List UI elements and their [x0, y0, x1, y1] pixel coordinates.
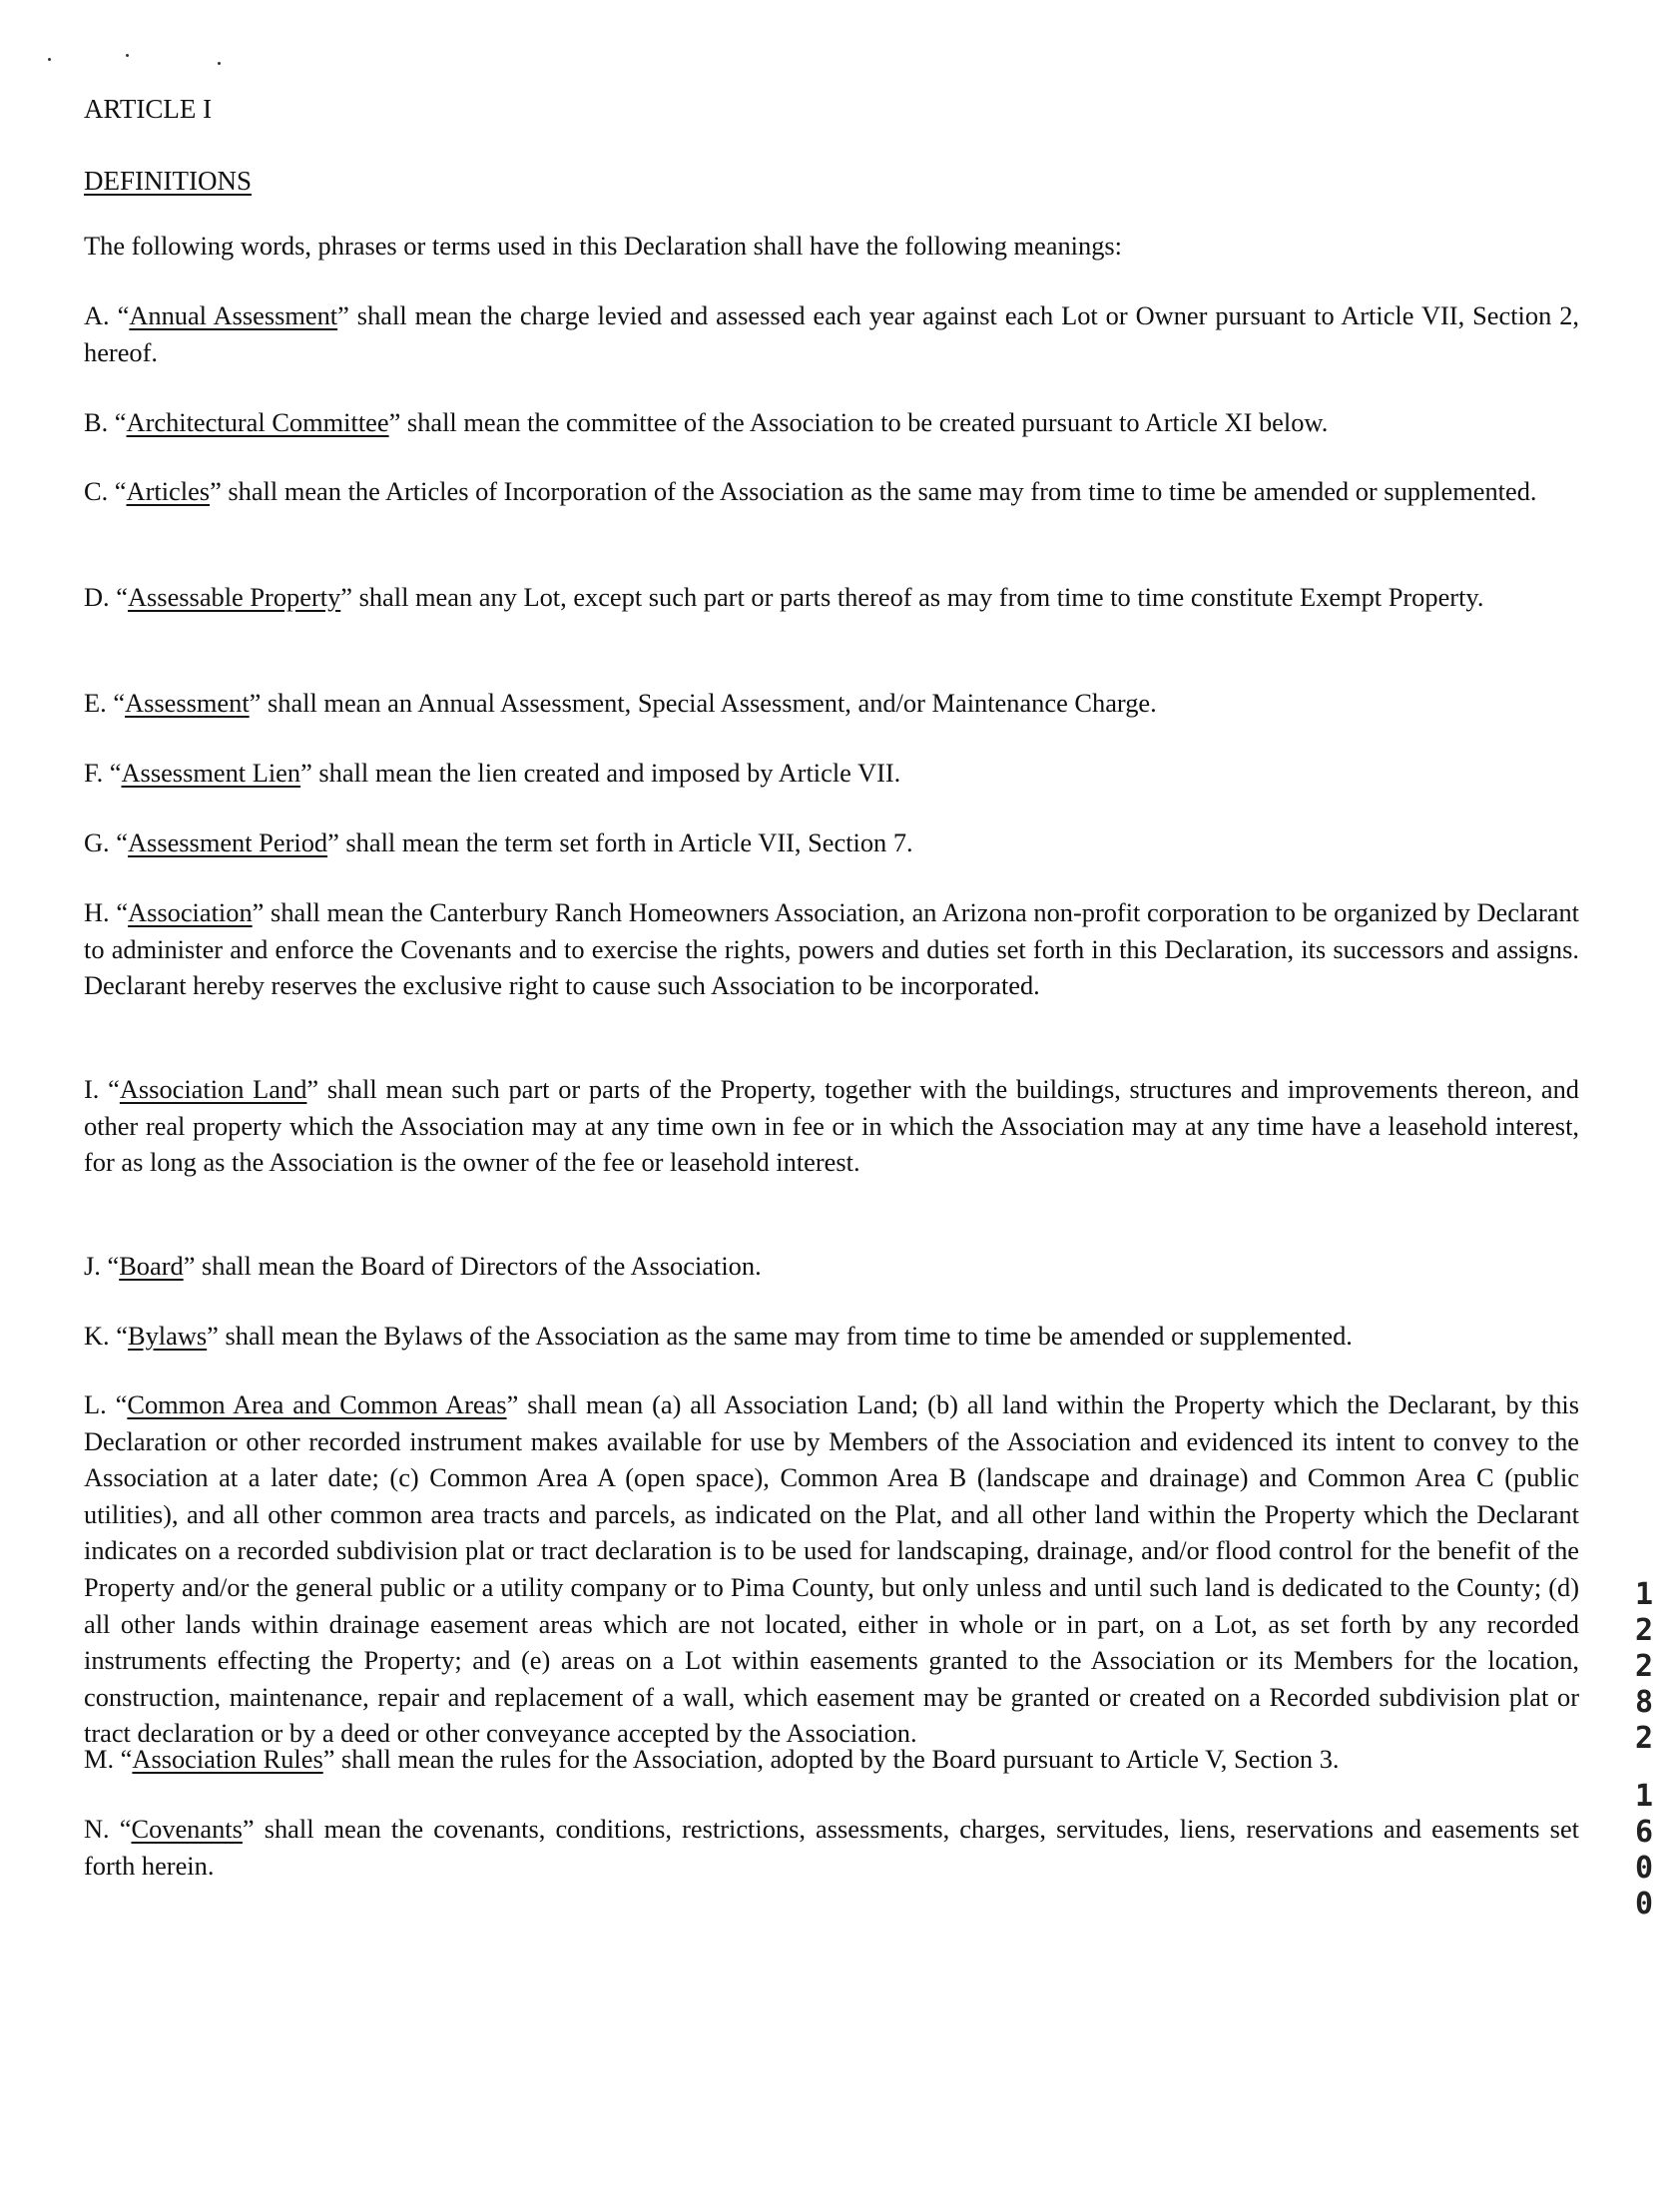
definition-term: Assessment Lien	[121, 758, 301, 788]
definition-text: shall mean the Board of Directors of the Association.	[195, 1251, 762, 1281]
stamp-digit: 2	[1634, 1613, 1654, 1648]
definition-letter: I.	[84, 1074, 100, 1104]
definition-j: J. “Board” shall mean the Board of Directors of the Association.	[84, 1251, 762, 1281]
stamp-digit: 6	[1634, 1815, 1654, 1850]
definition-letter: F.	[84, 758, 104, 788]
stamp-digit: 0	[1634, 1851, 1654, 1886]
definition-term: Covenants	[131, 1814, 243, 1844]
stamp-digit: 1	[1634, 1577, 1654, 1612]
definition-letter: J.	[84, 1251, 101, 1281]
definition-letter: C.	[84, 476, 109, 506]
stamp-digit: 0	[1634, 1887, 1654, 1921]
definition-n: N. “Covenants” shall mean the covenants, conditions, restrictions, assessments, charges, servitudes, liens, reservations and easements set forth herein.	[84, 1814, 1579, 1881]
definition-term: Bylaws	[127, 1321, 208, 1351]
definition-text: shall mean an Annual Assessment, Special Assessment, and/or Maintenance Charge.	[261, 688, 1157, 718]
definition-term: Assessment	[125, 688, 250, 718]
intro-paragraph: The following words, phrases or terms used in this Declaration shall have the following meanings:	[84, 231, 1123, 261]
margin-recording-number	[1629, 1577, 1659, 1922]
definition-text: shall mean the Articles of Incorporation of the Association as the same may from time to time be amended or supplemented.	[221, 476, 1537, 506]
definition-letter: K.	[84, 1321, 110, 1351]
definition-term: Board	[119, 1251, 184, 1281]
definition-c: C. “Articles” shall mean the Articles of Incorporation of the Association as the same may from time to time be amended or supplemented.	[84, 476, 1537, 506]
definition-letter: A.	[84, 300, 110, 330]
definition-text: shall mean any Lot, except such part or parts thereof as may from time to time constitute Exempt Property.	[351, 582, 1484, 612]
definition-letter: G.	[84, 827, 110, 857]
definition-letter: L.	[84, 1389, 107, 1419]
definition-a: A. “Annual Assessment” shall mean the charge levied and assessed each year against each Lot or Owner pursuant to Article VII, Section 2, hereof.	[84, 300, 1580, 367]
scan-specks	[48, 52, 228, 72]
definition-d: D. “Assessable Property” shall mean any Lot, except such part or parts thereof as may from time to time constitute Exempt Property.	[84, 582, 1484, 612]
definition-l: L. “Common Area and Common Areas” shall mean (a) all Association Land; (b) all land within the Property which the Declarant, by this Declaration or other recorded instrument makes available for use by Members of the Association and evidenced its intent to convey to the Association at a later date; (c) Common Area A (open space), Common Area B (landscape and drainage) and Common Area C (public utilities), and all other common area tracts and parcels, as indicated on the Plat, and all other land within the Property which the Declarant indicates on a recorded subdivision plat or tract declaration is to be used for landscaping, drainage, and/or flood control for the benefit of the Property and/or the general public or a utility company or to Pima County, but only unless and until such land is dedicated to the County; (d) all other lands within drainage easement areas which are not located, either in whole or in part, on a Lot, as set forth by any recorded instruments effecting the Property; and (e) areas on a Lot within easements granted to the Association or its Members for the location, construction, maintenance, repair and replacement of a wall, which easement may be granted or created on a Recorded subdivision plat or tract declaration or by a deed or other conveyance accepted by the Association.	[84, 1389, 1579, 1749]
definition-letter: H.	[84, 897, 110, 927]
definition-term: Common Area and Common Areas	[127, 1389, 507, 1419]
stamp-digit: 2	[1634, 1721, 1654, 1756]
definition-term: Association	[128, 897, 253, 927]
section-heading: DEFINITIONS	[84, 166, 252, 196]
definition-letter: N.	[84, 1814, 110, 1844]
definition-text: shall mean the term set forth in Article VII, Section 7.	[338, 827, 913, 857]
stamp-gap	[1629, 1757, 1659, 1779]
stamp-digit: 2	[1634, 1649, 1654, 1684]
definition-i: I. “Association Land” shall mean such part or parts of the Property, together with the buildings, structures and improvements thereon, and other real property which the Association may at any time own in fee or in which the Association may at any time have a leasehold interest, for as long as the Association is the owner of the fee or leasehold interest.	[84, 1074, 1580, 1178]
definition-term: Association Land	[119, 1074, 307, 1104]
definition-f: F. “Assessment Lien” shall mean the lien created and imposed by Article VII.	[84, 758, 901, 788]
definition-letter: M.	[84, 1744, 115, 1774]
definition-text: shall mean the rules for the Association, adopted by the Board pursuant to Article V, Section 3.	[334, 1744, 1340, 1774]
definition-term: Annual Assessment	[129, 300, 338, 330]
definition-term: Assessable Property	[127, 582, 341, 612]
definition-text: shall mean the covenants, conditions, restrictions, assessments, charges, servitudes, liens, reservations and easements set forth herein.	[84, 1814, 1579, 1881]
definition-term: Articles	[126, 476, 211, 506]
definition-m: M. “Association Rules” shall mean the rules for the Association, adopted by the Board pursuant to Article V, Section 3.	[84, 1744, 1340, 1774]
definition-text: shall mean (a) all Association Land; (b) all land within the Property which the Declarant, by this Declaration or other recorded instrument makes available for use by Members of the Association and evidenced its intent to convey to the Association at a later date; (c) Common Area A (open space), Common Area B (landscape and drainage) and Common Area C (public utilities), and all other common area tracts and parcels, as indicated on the Plat, and all other land within the Property which the Declarant indicates on a recorded subdivision plat or tract declaration is to be used for landscaping, drainage, and/or flood control for the benefit of the Property and/or the general public or a utility company or to Pima County, but only unless and until such land is dedicated to the County; (d) all other lands within drainage easement areas which are not located, either in whole or in part, on a Lot, as set forth by any recorded instruments effecting the Property; and (e) areas on a Lot within easements granted to the Association or its Members for the location, construction, maintenance, repair and replacement of a wall, which easement may be granted or created on a Recorded subdivision plat or tract declaration or by a deed or other conveyance accepted by the Association.	[84, 1389, 1579, 1749]
definition-letter: D.	[84, 582, 110, 612]
definition-text: shall mean the Bylaws of the Association as the same may from time to time be amended or supplemented.	[218, 1321, 1353, 1351]
stamp-digit: 1	[1634, 1779, 1654, 1814]
definition-letter: B.	[84, 407, 109, 437]
definition-text: shall mean the committee of the Association to be created pursuant to Article XI below.	[400, 407, 1329, 437]
definition-text: shall mean the Canterbury Ranch Homeowners Association, an Arizona non-profit corporation to be organized by Declarant to administer and enforce the Covenants and to exercise the rights, powers and duties set forth in this Declaration, its successors and assigns. Declarant hereby reserves the exclusive right to cause such Association to be incorporated.	[84, 897, 1580, 1001]
definition-text: shall mean the charge levied and assessed each year against each Lot or Owner pursuant to Article VII, Section 2, hereof.	[84, 300, 1580, 367]
definition-g: G. “Assessment Period” shall mean the term set forth in Article VII, Section 7.	[84, 827, 913, 857]
definition-letter: E.	[84, 688, 107, 718]
article-heading: ARTICLE I	[84, 94, 213, 124]
definition-h: H. “Association” shall mean the Canterbury Ranch Homeowners Association, an Arizona non-profit corporation to be organized by Declarant to administer and enforce the Covenants and to exercise the rights, powers and duties set forth in this Declaration, its successors and assigns. Declarant hereby reserves the exclusive right to cause such Association to be incorporated.	[84, 897, 1580, 1001]
definition-e: E. “Assessment” shall mean an Annual Assessment, Special Assessment, and/or Maintenance Charge.	[84, 688, 1157, 718]
definition-text: shall mean such part or parts of the Property, together with the buildings, structures and improvements thereon, and other real property which the Association may at any time own in fee or in which the Association may at any time have a leasehold interest, for as long as the Association is the owner of the fee or leasehold interest.	[84, 1074, 1580, 1178]
definition-text: shall mean the lien created and imposed by Article VII.	[311, 758, 901, 788]
definition-term: Association Rules	[132, 1744, 323, 1774]
definition-term: Architectural Committee	[126, 407, 389, 437]
definition-k: K. “Bylaws” shall mean the Bylaws of the Association as the same may from time to time be amended or supplemented.	[84, 1321, 1353, 1351]
definition-b: B. “Architectural Committee” shall mean the committee of the Association to be created pursuant to Article XI below.	[84, 407, 1329, 437]
stamp-digit: 8	[1634, 1685, 1654, 1720]
definition-term: Assessment Period	[127, 827, 328, 857]
